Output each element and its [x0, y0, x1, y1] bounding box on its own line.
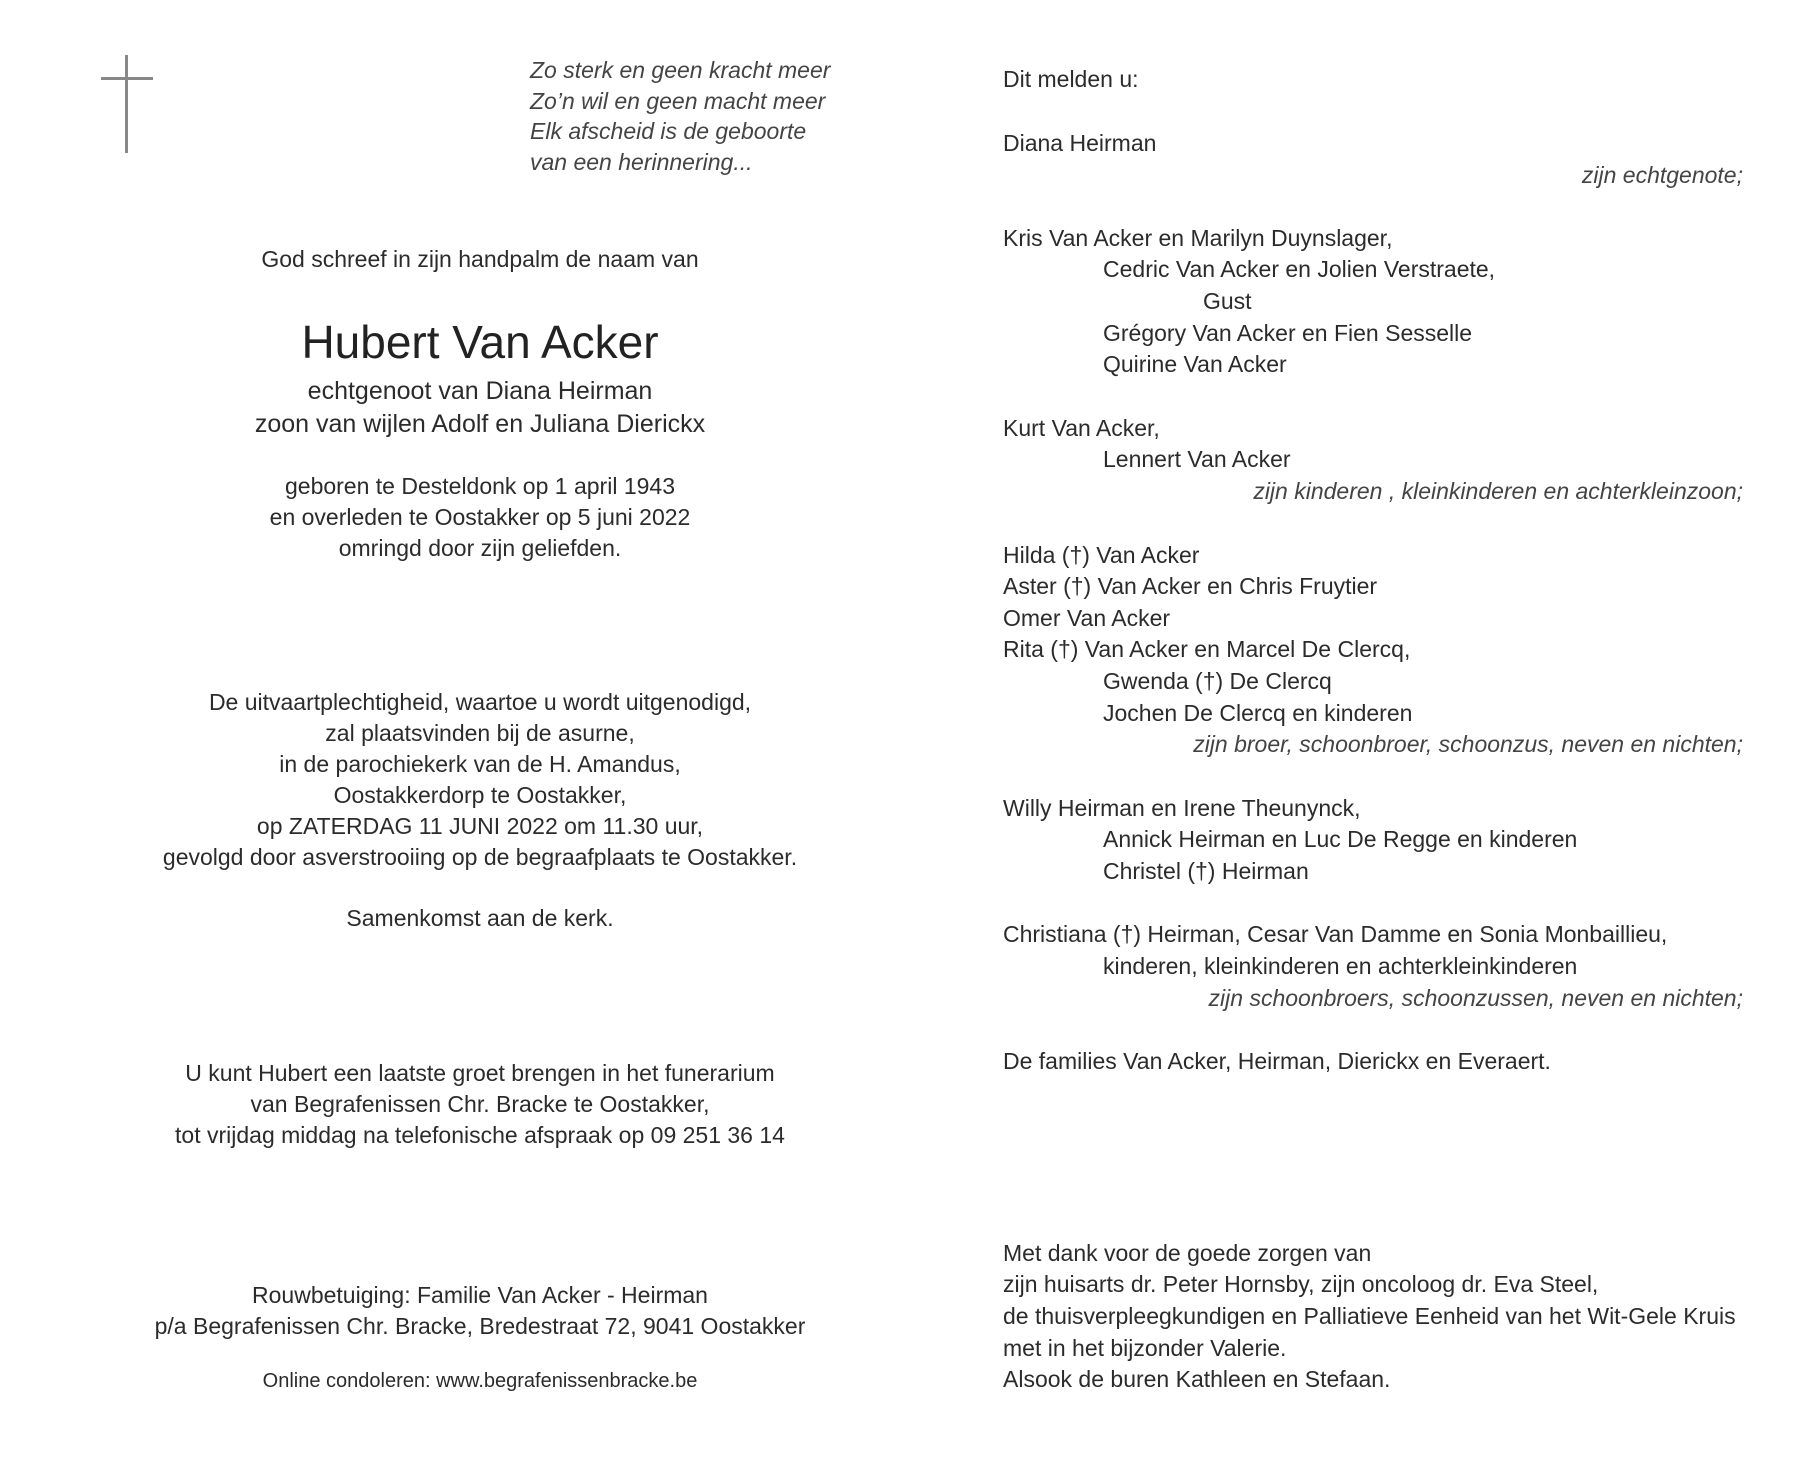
condolence-line: Rouwbetuiging: Familie Van Acker - Heirman: [252, 1282, 708, 1308]
poem-line: Zo’n wil en geen macht meer: [530, 87, 826, 114]
ceremony-line: De uitvaartplechtigheid, waartoe u wordt uitgenodigd,: [208, 689, 752, 715]
thanks-line: zijn huisarts dr. Peter Hornsby, zijn oncoloog dr. Eva Steel,: [1003, 1271, 1599, 1297]
family-line: Lennert Van Acker: [1103, 446, 1291, 472]
relation-line: zoon van wijlen Adolf en Juliana Dierickx: [254, 410, 706, 438]
cross-icon: [101, 55, 153, 155]
funerarium-line: tot vrijdag middag na telefonische afspraak op 09 251 36 14: [175, 1122, 785, 1148]
family-line: Annick Heirman en Luc De Regge en kinderen: [1103, 826, 1578, 852]
condolence-address: [90, 1280, 870, 1342]
family-line: kinderen, kleinkinderen en achterkleinkinderen: [1103, 953, 1578, 979]
left-panel: [90, 0, 890, 1457]
family-line: Cedric Van Acker en Jolien Verstraete,: [1103, 256, 1496, 282]
date-line: omringd door zijn geliefden.: [338, 535, 622, 561]
condolence-line: p/a Begrafenissen Chr. Bracke, Bredestraat 72, 9041 Oostakker: [154, 1313, 806, 1339]
spouse-name: Diana Heirman: [1003, 130, 1157, 156]
spouse-role: zijn echtgenote;: [1581, 162, 1743, 188]
funerarium-line: U kunt Hubert een laatste groet brengen in het funerarium: [185, 1060, 775, 1086]
family-line: Jochen De Clercq en kinderen: [1103, 700, 1413, 726]
thanks-line: met in het bijzonder Valerie.: [1003, 1335, 1287, 1361]
gathering-note: Samenkomst aan de kerk.: [346, 905, 614, 931]
children-role: zijn kinderen , kleinkinderen en achterkleinzoon;: [1253, 478, 1743, 504]
date-line: en overleden te Oostakker op 5 juni 2022: [269, 504, 691, 530]
thanks-line: Alsook de buren Kathleen en Stefaan.: [1003, 1366, 1391, 1392]
poem-line: Elk afscheid is de geboorte: [530, 118, 807, 144]
announce-text: Dit melden u:: [1003, 66, 1139, 92]
family-line: Christiana (†) Heirman, Cesar Van Damme en Sonia Monbaillieu,: [1003, 921, 1668, 947]
ceremony-line: zal plaatsvinden bij de asurne,: [325, 720, 635, 746]
in-laws-role: zijn schoonbroers, schoonzussen, neven en nichten;: [1208, 985, 1743, 1011]
family-line: Gwenda (†) De Clercq: [1103, 668, 1332, 694]
date-line: geboren te Desteldonk op 1 april 1943: [284, 473, 675, 499]
family-line: Quirine Van Acker: [1103, 351, 1287, 377]
ceremony-line: in de parochiekerk van de H. Amandus,: [279, 751, 681, 777]
ceremony-line: Oostakkerdorp te Oostakker,: [333, 782, 627, 808]
family-line: Omer Van Acker: [1003, 605, 1171, 631]
deceased-name: Hubert Van Acker: [301, 316, 659, 368]
life-dates: [90, 471, 870, 564]
funerarium-info: [90, 1058, 870, 1151]
thanks-line: Met dank voor de goede zorgen van: [1003, 1240, 1372, 1266]
family-line: Gust: [1203, 288, 1252, 314]
ceremony-line: op ZATERDAG 11 JUNI 2022 om 11.30 uur,: [256, 813, 704, 839]
ceremony-line: gevolgd door asverstrooiing op de begraafplaats te Oostakker.: [162, 844, 798, 870]
intro-text: God schreef in zijn handpalm de naam van: [261, 246, 699, 272]
poem: [530, 55, 830, 177]
relations: [90, 375, 870, 441]
poem-line: Zo sterk en geen kracht meer: [530, 57, 831, 83]
family-line: Rita (†) Van Acker en Marcel De Clercq,: [1003, 636, 1411, 662]
relation-line: echtgenoot van Diana Heirman: [307, 377, 653, 405]
poem-line: van een herinnering...: [530, 148, 753, 175]
family-line: Kurt Van Acker,: [1003, 415, 1160, 441]
siblings-role: zijn broer, schoonbroer, schoonzus, neven en nichten;: [1193, 731, 1743, 757]
ceremony-info: [90, 687, 870, 873]
funerarium-line: van Begrafenissen Chr. Bracke te Oostakker,: [250, 1091, 710, 1117]
right-panel: [1003, 0, 1743, 1457]
online-condolence-link[interactable]: Online condoleren: www.begrafenissenbracke.be: [262, 1370, 698, 1392]
families-line: De families Van Acker, Heirman, Dierickx en Everaert.: [1003, 1048, 1551, 1074]
thanks-line: de thuisverpleegkundigen en Palliatieve Eenheid van het Wit-Gele Kruis: [1003, 1303, 1736, 1329]
family-line: Christel (†) Heirman: [1103, 858, 1309, 884]
family-line: Aster (†) Van Acker en Chris Fruytier: [1003, 573, 1378, 599]
family-line: Willy Heirman en Irene Theunynck,: [1003, 795, 1361, 821]
family-line: Grégory Van Acker en Fien Sesselle: [1103, 320, 1473, 346]
family-line: Hilda (†) Van Acker: [1003, 542, 1200, 568]
family-line: Kris Van Acker en Marilyn Duynslager,: [1003, 225, 1393, 251]
